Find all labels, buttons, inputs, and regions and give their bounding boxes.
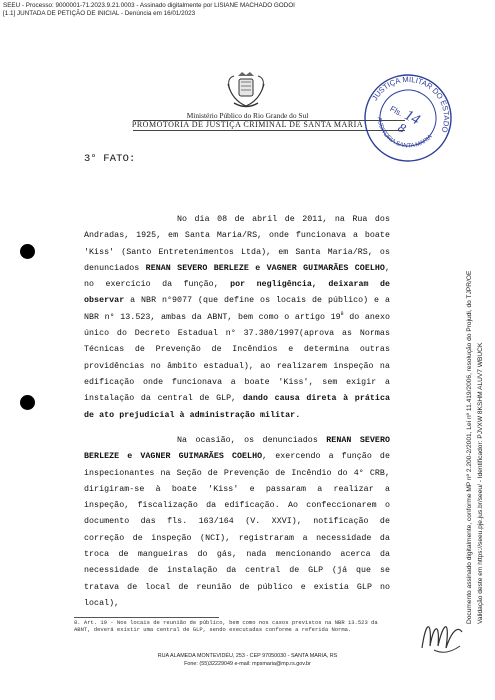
seal-ring-text: JUSTIÇA MILITAR DO ESTADO: [370, 74, 452, 134]
section-title: 3° FATO:: [84, 153, 136, 165]
signature-notice-line: Documento assinado digitalmente, conforme MP nº 2.200-2/2001, Lei nº 11.419/2006, resolução do Projudi, do TJPR/OE: [466, 270, 473, 624]
paragraph-occasion: [84, 433, 390, 612]
punch-hole: [20, 395, 35, 410]
footnote-divider: [74, 617, 219, 618]
defendants-names: RENAN SEVERO BERLEZE e VAGNER GUIMARÃES COELHO: [145, 263, 385, 273]
seal-fls-label: Fls.: [388, 104, 405, 119]
footnote: 8. Art. 19 - Nos locais de reunião de público, bem como nos casos previstos na NBR 13.523 da ABNT, deverá existir uma central de GLP, sendo executadas conforme a referida Norma.: [74, 619, 378, 633]
paragraph-third-fact: [84, 212, 390, 424]
consequence-phrase: dando causa direta à prática de ato prejudicial à administração militar.: [84, 394, 390, 420]
process-header-line: SEEU - Processo: 9000001-71.2023.9.21.0003 - Assinado digitalmente por LISIANE MACHADO GODOI: [3, 2, 295, 9]
negligence-phrase: por negligência, deixaram de observar: [84, 280, 390, 306]
digital-signature-margin: [462, 56, 490, 626]
text-run: Na ocasião, os denunciados: [177, 436, 327, 445]
defendants-names: RENAN SEVERO BERLEZE e VAGNER GUIMARÃES COELHO: [84, 436, 391, 462]
coat-of-arms-icon: [224, 70, 268, 110]
seal-fls-number: 14: [401, 107, 423, 129]
letterhead-institution: Ministério Público do Rio Grande do Sul: [186, 111, 309, 120]
letterhead-office: PROMOTORIA DE JUSTIÇA CRIMINAL DE SANTA MARIA: [131, 120, 364, 129]
seal-bottom-text: AUDITORIA SANTA MARIA: [375, 116, 434, 150]
validation-notice-line: Validação deste em https://seeu.pje.jus.br/seeu/ - Identificador: PJVXW 8KSHM ALUV7 WBUCK: [477, 342, 484, 624]
court-seal-stamp: [362, 72, 454, 164]
text-run: a NBR n°9077 (que define os locais de público) e a NBR n° 13.523, ambas da ABNT, bem como o artigo 19: [84, 296, 390, 322]
text-run: do anexo único do Decreto Estadual n° 37.380/1997(aprova as Normas Técnicas de Prevenção de Incêndios e determina outras providências no âmbito estadual), ao realizarem inspeção na edificação onde funcionava a boate 'Kiss', sem exigir a instalação da central de GLP,: [84, 312, 391, 404]
footer-address: RUA ALAMEDA MONTEVIDÉU, 253 - CEP 97050030 - SANTA MARIA, RS: [157, 653, 338, 659]
text-run: No dia 08 de abril de 2011, na Rua dos Andradas, 1925, em Santa Maria/RS, onde funcionava a boate 'Kiss' (Santo Entretenimentos Ltda), em Santa Maria/RS, os denunciados: [84, 215, 390, 273]
filing-header-line: [1.1] JUNTADA DE PETIÇÃO DE INICIAL - Denúncia em 16/01/2023: [3, 10, 196, 17]
text-run: , no exercício da função,: [84, 263, 390, 290]
text-run: , exercendo a função de inspecionantes na Seção de Prevenção de Incêndio do 4° CRB, dirigiram-se à boate 'Kiss' e passaram a realizar a inspeção, fiscalização da edificação. Ao confeccionarem o documento das fls. 163/164 (V. XXVI), notificação de correção de inspeção (NCI), registraram a necessidade da troca de mangueiras do gás, nada mencionando acerca da necessidade de instalação da central de GLP (já que se tratava de local de reunião de público e existia GLP no local),: [84, 452, 390, 608]
footer-contact: Fone: (55)32229049 e-mail: mpsmaria@mp.rs.gov.br: [184, 661, 311, 667]
footnote-reference: 8: [340, 311, 344, 318]
punch-hole: [20, 244, 35, 259]
seal-handwritten-mark: 8: [395, 119, 409, 136]
